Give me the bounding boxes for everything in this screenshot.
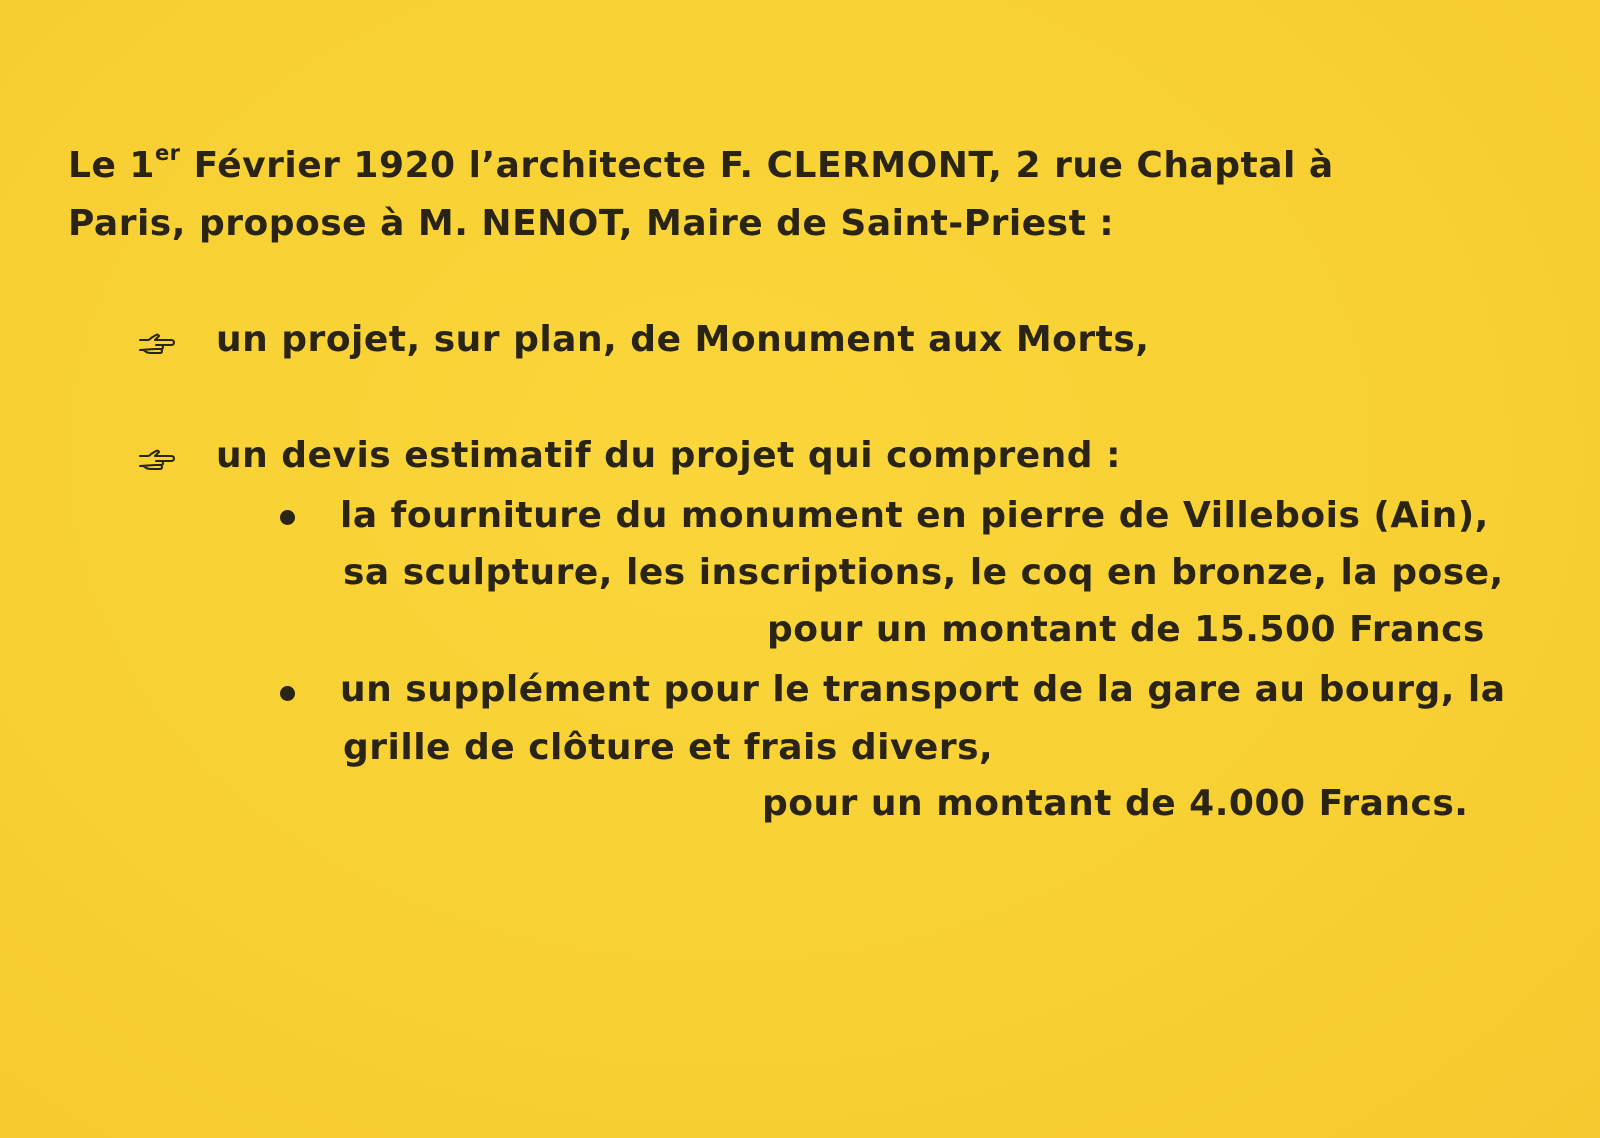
subitem-2-amount: pour un montant de 4.000 Francs. [762, 783, 1469, 824]
intro-line-1 [68, 141, 1334, 186]
bullet-icon [280, 686, 295, 701]
pointing-hand-icon [138, 333, 176, 355]
subitem-2-line-1: un supplément pour le transport de la gare au bourg, la [340, 669, 1506, 710]
item-1-text: un projet, sur plan, de Monument aux Morts, [216, 319, 1150, 360]
intro-text-start: Le 1 [68, 145, 155, 186]
subitem-1-line-1: la fourniture du monument en pierre de Villebois (Ain), [340, 495, 1489, 536]
subitem-2-line-2: grille de clôture et frais divers, [343, 727, 994, 768]
ordinal-superscript: er [154, 141, 181, 165]
subitem-1-line-2: sa sculpture, les inscriptions, le coq en bronze, la pose, [343, 552, 1504, 593]
intro-line-2: Paris, propose à M. NENOT, Maire de Saint-Priest : [68, 203, 1115, 244]
pointing-hand-icon [138, 449, 176, 471]
subitem-1-amount: pour un montant de 15.500 Francs [767, 609, 1485, 650]
intro-text-rest: Février 1920 l’architecte F. CLERMONT, 2 rue Chaptal à [180, 145, 1334, 186]
item-2-text: un devis estimatif du projet qui comprend : [216, 435, 1121, 476]
bullet-icon [280, 510, 295, 525]
